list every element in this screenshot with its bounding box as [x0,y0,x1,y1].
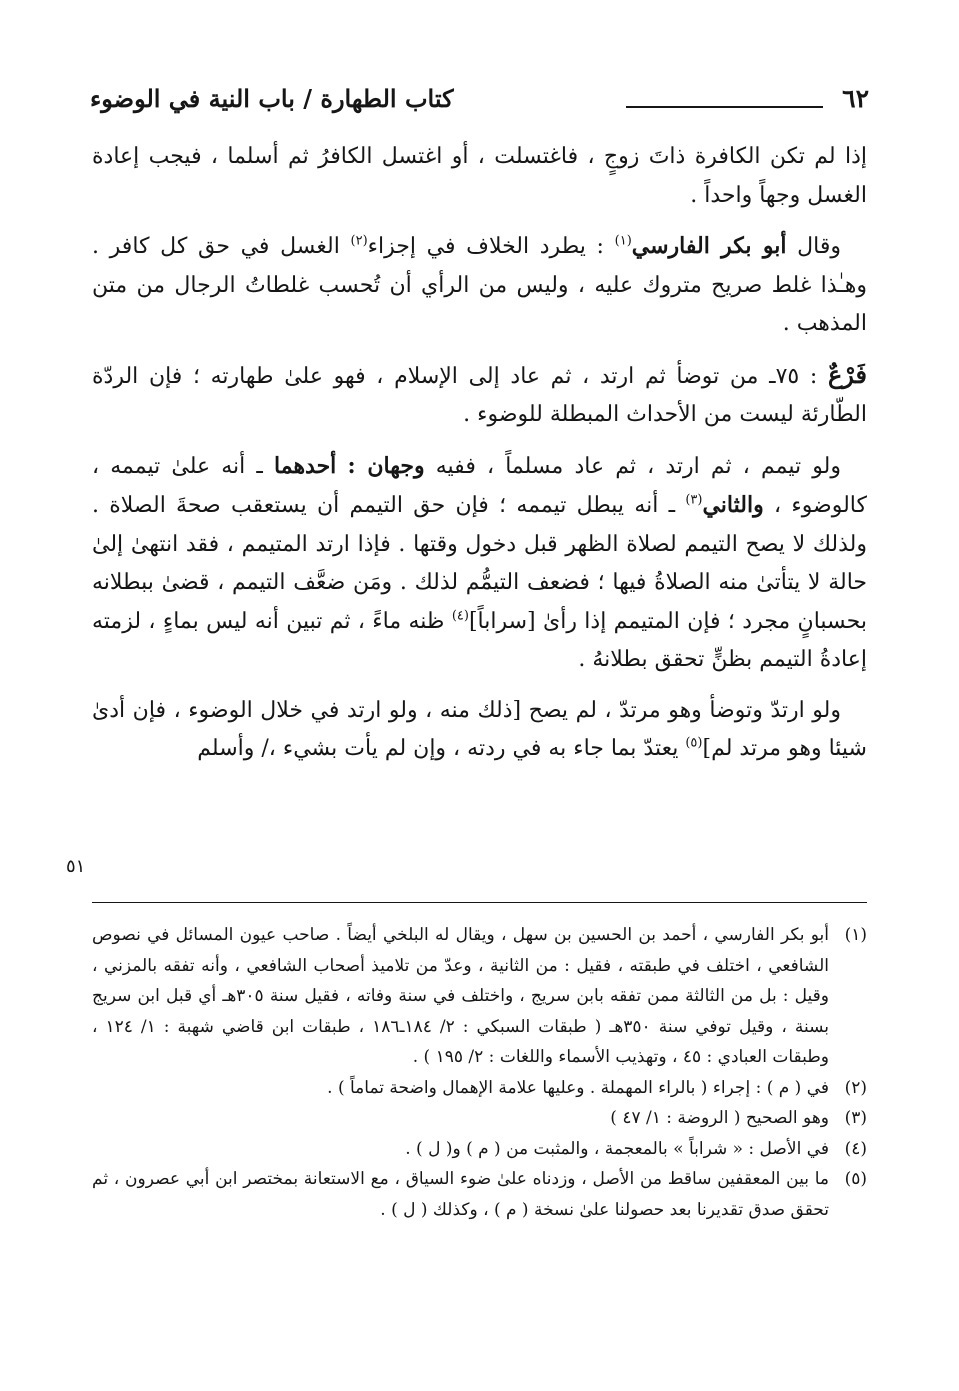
main-text [92,138,867,769]
paragraph-4-text-d: ظنه ماءً ، ثم تبين أنه ليس بماءٍ ، لزمته إعادةُ التيمم بظنٍّ تحقق بطلانهُ . [92,608,867,672]
paragraph-5 [92,692,867,769]
page-number: ٦٢ [842,84,869,113]
footnote-text: أبو بكر الفارسي ، أحمد بن الحسين بن سهل ، ويقال له البلخي أيضاً . صاحب عيون المسائل في نصوص الشافعي ، اختلف في طبقته ، فقيل : من الثانية ، وعدّ من تلاميذ أصحاب الشافعي ، وأنه تفقه بالمزني ، وقيل : بل من الثالثة ممن تفقه بابن سريج ، واختلف في سنة وفاته ، فقيل سنة ٣٠٥هـ أي قبل ابن سريج بسنة ، وقيل توفي سنة ٣٥٠هـ ( طبقات السبكي : ٢/ ١٨٤ـ١٨٦ ، طبقات ابن قاضي شهبة : ١/ ١٢٤ ، وطبقات العبادي : ٤٥ ، وتهذيب الأسماء واللغات : ٢/ ١٩٥ ) . [92,925,829,1067]
footnote-ref-3[interactable]: (٣) [685,492,703,508]
footnote-text: وهو الصحيح ( الروضة : ١/ ٤٧ ) [610,1108,829,1128]
paragraph-2 [92,227,867,344]
footnote-text: في ( م ) : إجراء ( بالراء المهملة . وعليها علامة الإهمال واضحة تماماً ) . [327,1077,829,1098]
footnote-4 [92,1134,867,1165]
paragraph-2-text-c: الغسل في حق كل كافر . وهـٰذا غلط صريح متروك عليه ، وليس من الرأي أن تُحسب غلطاتُ الرجال من متن المذهب . [92,234,867,336]
paragraph-4-text-c: ـ أنه يبطل تيممه ؛ فإن حق التيمم أن يستعقب صحةَ الصلاة . ولذلك لا يصح التيمم لصلاة الظهر قبل دخول وقتها . فإذا ارتد المتيمم ، فقد انتهىٰ إلىٰ حالة لا يتأتىٰ منه الصلاةُ فيها ؛ فضعف التيمُّم لذلك . ومَن ضعَّف التيمم ، قضىٰ ببطلانه بحسبانٍ مجرد ؛ فإن المتيمم إذا رأىٰ [سراباً] [92,493,867,634]
paragraph-3 [92,356,867,435]
paragraph-1-text: إذا لم تكن الكافرة ذاتَ زوجٍ ، فاغتسلت ، أو اغتسل الكافرُ ثم أسلما ، فيجب إعادة الغسل وجهاً واحداً . [92,144,867,208]
footnote-2 [92,1073,867,1104]
paragraph-4-text-b: ـ أنه علىٰ تيممه ، كالوضوء ، [92,453,867,518]
paragraph-2-text-a: وقال [797,234,841,259]
footnote-number: (٥) [844,1169,867,1189]
footnote-1 [92,920,867,1073]
header-rule [626,106,823,108]
footnote-separator [92,902,867,903]
footnote-text: في الأصل : « شراباً » بالمعجمة ، والمثبت من ( م ) و( ل ) . [405,1138,829,1159]
wajhan-label: وجهان : [347,452,425,479]
footnote-text: ما بين المعقفين ساقط من الأصل ، وزدناه علىٰ ضوء السياق ، مع الاستعانة بمختصر ابن أبي عصرون ، ثم تحقق صدق تقديرنا بعد حصولنا علىٰ نسخة ( م ) ، وكذلك ( ل ) . [92,1169,829,1220]
footnote-ref-5[interactable]: (٥) [685,735,703,751]
footnote-3 [92,1103,867,1134]
paragraph-4 [92,447,867,680]
far3-heading: فَرْعٌ [827,359,867,389]
paragraph-1 [92,138,867,215]
paragraph-5-text-b: يعتدّ بما جاء به في ردته ، وإن لم يأت بشيء ،/ وأسلم [197,736,679,761]
scholar-name: أبو بكر الفارسي [631,233,787,259]
footnote-number: (٤) [844,1138,867,1159]
page-header [90,80,869,120]
footnote-ref-4[interactable]: (٤) [451,608,469,624]
footnotes [92,920,867,1225]
footnote-number: (٢) [844,1077,867,1098]
thani-label: والثاني [702,492,764,518]
running-title: كتاب الطهارة / باب النية في الوضوء [90,84,454,113]
manuscript-folio-number: ٥١ [66,856,86,877]
paragraph-4-text-a: ولو تيمم ، ثم ارتد ، ثم عاد مسلماً ، ففيه [435,453,841,479]
footnote-5 [92,1164,867,1225]
footnote-ref-2[interactable]: (٢) [350,233,368,249]
footnote-ref-1[interactable]: (١) [614,233,632,249]
footnote-number: (٣) [844,1108,867,1128]
paragraph-5-text-a: ولو ارتدّ وتوضأ وهو مرتدّ ، لم يصح [ذلك منه ، ولو ارتد في خلال الوضوء ، فإن أدىٰ شيئا وهو مرتد لم] [92,697,867,761]
paragraph-2-text-b: : يطرد الخلاف في إجزاء [367,234,604,259]
ahaduhuma-label: أحدهما [274,452,337,479]
footnote-number: (١) [844,925,867,945]
paragraph-3-text: : ٧٥ـ من توضأ ثم ارتد ، ثم عاد إلى الإسلام ، فهو علىٰ طهارته ؛ فإن الردّة الطّارئة ليست من الأحداث المبطلة للوضوء . [92,363,867,427]
